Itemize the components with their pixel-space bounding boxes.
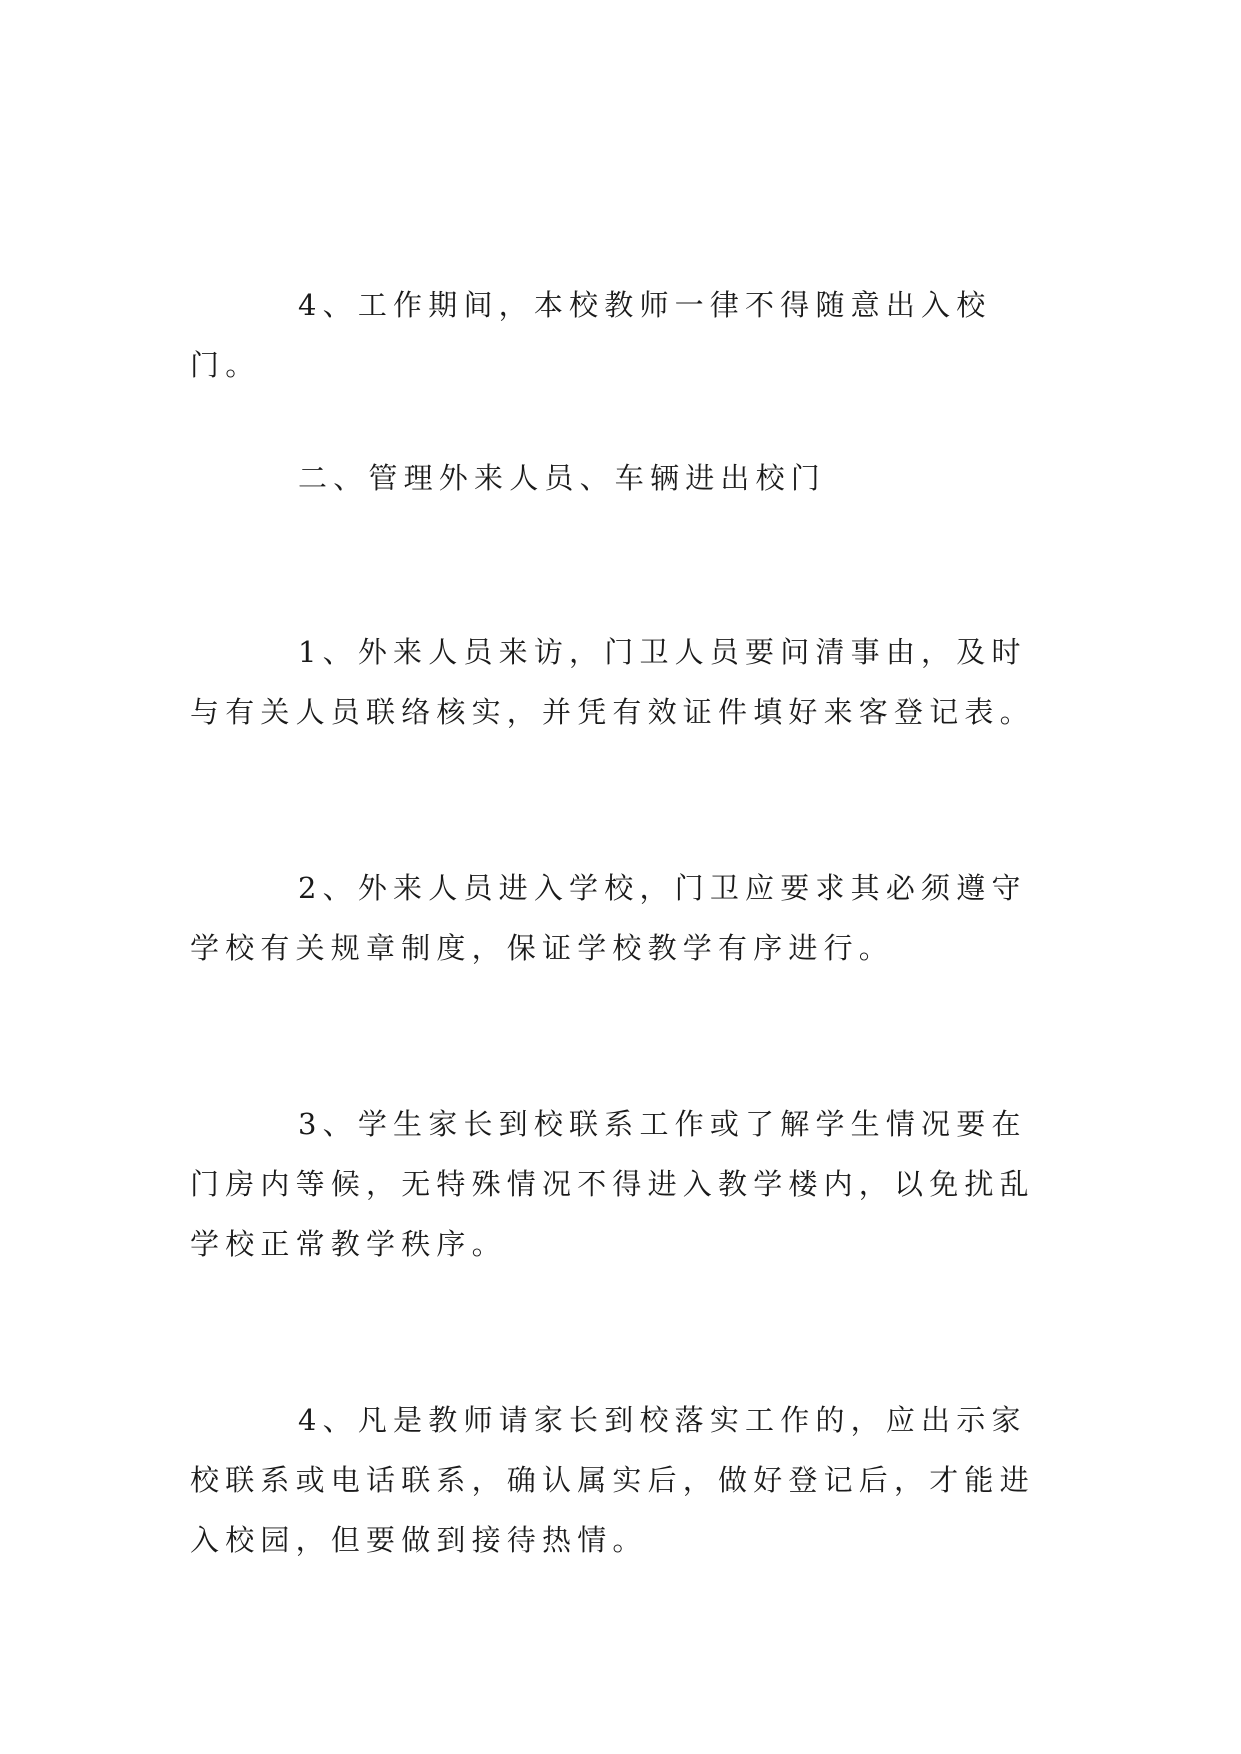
- paragraph-parent-waiting: 3、学生家长到校联系工作或了解学生情况要在门房内等候，无特殊情况不得进入教学楼内，以免扰乱学校正常教学秩序。: [190, 1107, 1035, 1261]
- paragraph-parent-invitation: 4、凡是教师请家长到校落实工作的，应出示家校联系或电话联系，确认属实后，做好登记后，才能进入校园，但要做到接待热情。: [190, 1403, 1035, 1557]
- paragraph-visitor-registration: 1、外来人员来访，门卫人员要问清事由，及时与有关人员联络核实，并凭有效证件填好来客登记表。: [190, 635, 1035, 729]
- paragraph-teacher-exit-rule: 4、工作期间，本校教师一律不得随意出入校门。: [190, 288, 992, 382]
- section-heading-visitors-vehicles: 二、管理外来人员、车辆进出校门: [298, 461, 827, 495]
- paragraph-visitor-rules: 2、外来人员进入学校，门卫应要求其必须遵守学校有关规章制度，保证学校教学有序进行。: [190, 871, 1027, 965]
